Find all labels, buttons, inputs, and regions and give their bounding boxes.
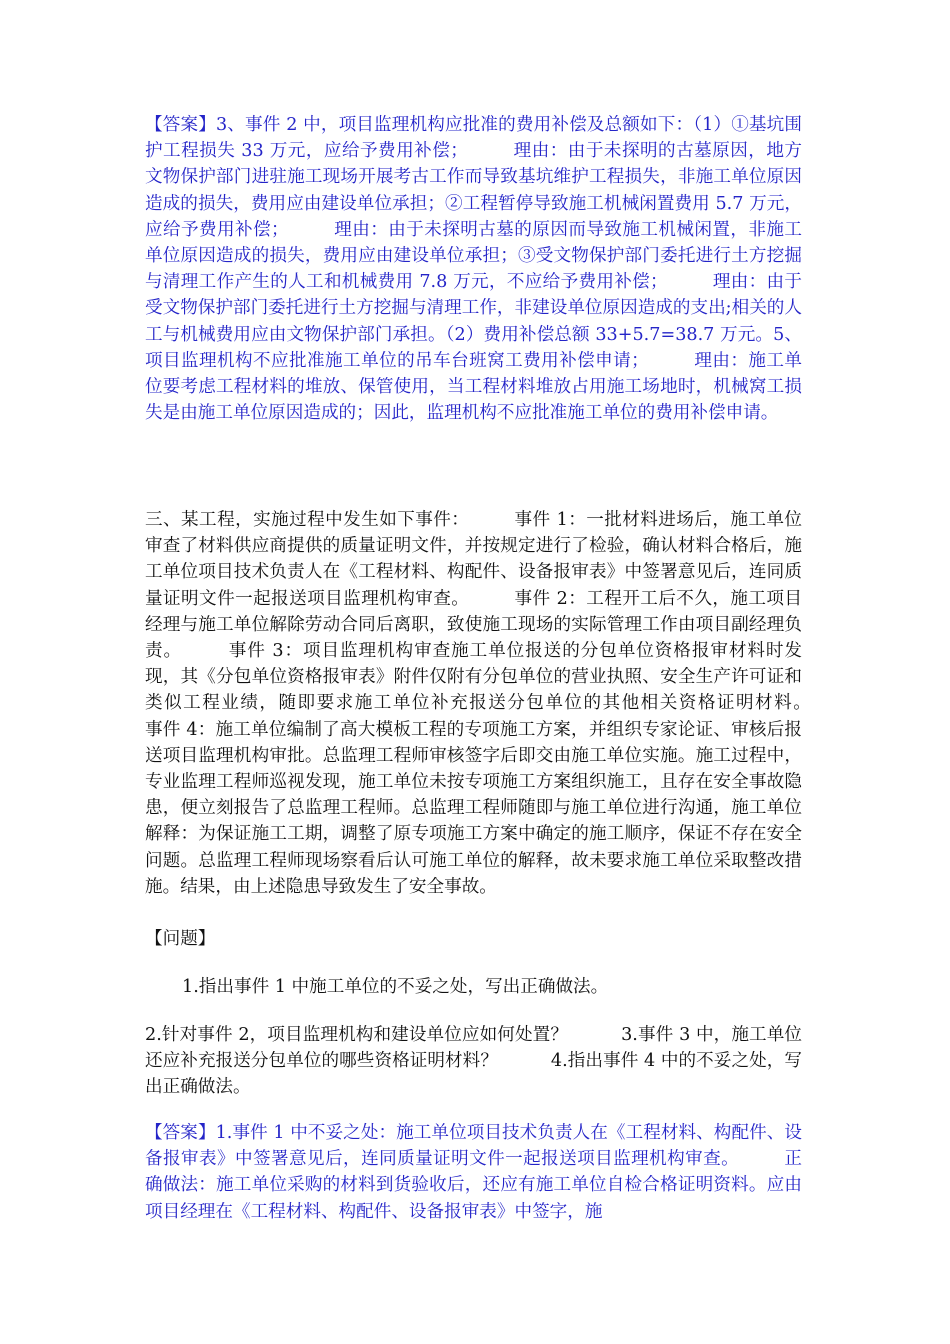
answer-tag: 【答案】 [145, 115, 216, 135]
answer-tag: 【答案】 [145, 1123, 216, 1143]
questions-2-to-4: 2.针对事件 2，项目监理机构和建设单位应如何处置？ 3.事件 3 中，施工单位还应补充报送分包单位的哪些资格证明材料？ 4.指出事件 4 中的不妥之处，写出正确做法。 [145, 1025, 802, 1098]
answer-paragraph-1 [145, 112, 802, 426]
answer-text: 1.事件 1 中不妥之处：施工单位项目技术负责人在《工程材料、构配件、设备报审表》中签署意见后，连同质量证明文件一起报送项目监理机构审查。 正确做法：施工单位采购的材料到货验收后，还应有施工单位自检合格证明资料。应由项目经理在《工程材料、构配件、设备报审表》中签字，施 [145, 1123, 802, 1222]
question-heading: 【问题】 [145, 929, 216, 949]
answer-paragraph-2 [145, 1120, 802, 1225]
case-paragraph: 三、某工程，实施过程中发生如下事件： 事件 1：一批材料进场后，施工单位审查了材料供应商提供的质量证明文件，并按规定进行了检验，确认材料合格后，施工单位项目技术负责人在《工程材料、构配件、设备报审表》中签署意见后，连同质量证明文件一起报送项目监理机构审查。 事件 2：工程开工后不久，施工项目经理与施工单位解除劳动合同后离职，致使施工现场的实际管理工作由项目副经理负责。 事件 3：项目监理机构审查施工单位报送的分包单位资格报审材料时发现，其《分包单位资格报审表》附件仅附有分包单位的营业执照、安全生产许可证和类似工程业绩，随即要求施工单位补充报送分包单位的其他相关资格证明材料。 事件 4：施工单位编制了高大模板工程的专项施工方案，并组织专家论证、审核后报送项目监理机构审批。总监理工程师审核签字后即交由施工单位实施。施工过程中，专业监理工程师巡视发现，施工单位未按专项施工方案组织施工，且存在安全事故隐患，便立刻报告了总监理工程师。总监理工程师随即与施工单位进行沟通，施工单位解释：为保证施工工期，调整了原专项施工方案中确定的施工顺序，保证不存在安全问题。总监理工程师现场察看后认可施工单位的解释，故未要求施工单位采取整改措施。结果，由上述隐患导致发生了安全事故。 [145, 510, 855, 897]
answer-text: 3、事件 2 中，项目监理机构应批准的费用补偿及总额如下：（1）①基坑围护工程损失 33 万元，应给予费用补偿； 理由：由于未探明的古墓原因，地方文物保护部门进驻施工现场开展考古工作而导致基坑维护工程损失，非施工单位原因造成的损失，费用应由建设单位承担；②工程暂停导致施工机械闲置费用 5.7 万元，应给予费用补偿； 理由：由于未探明古墓的原因而导致施工机械闲置，非施工单位原因造成的损失，费用应由建设单位承担；③受文物保护部门委托进行土方挖掘与清理工作产生的人工和机械费用 7.8 万元，不应给予费用补偿； 理由：由于受文物保护部门委托进行土方挖掘与清理工作，非建设单位原因造成的支出;相关的人工与机械费用应由文物保护部门承担。（2）费用补偿总额 33+5.7=38.7 万元。5、项目监理机构不应批准施工单位的吊车台班窝工费用补偿申请； 理由：施工单位要考虑工程材料的堆放、保管使用，当工程材料堆放占用施工场地时，机械窝工损失是由施工单位原因造成的；因此，监理机构不应批准施工单位的费用补偿申请。 [145, 115, 802, 424]
question-1: 1.指出事件 1 中施工单位的不妥之处，写出正确做法。 [182, 977, 609, 997]
